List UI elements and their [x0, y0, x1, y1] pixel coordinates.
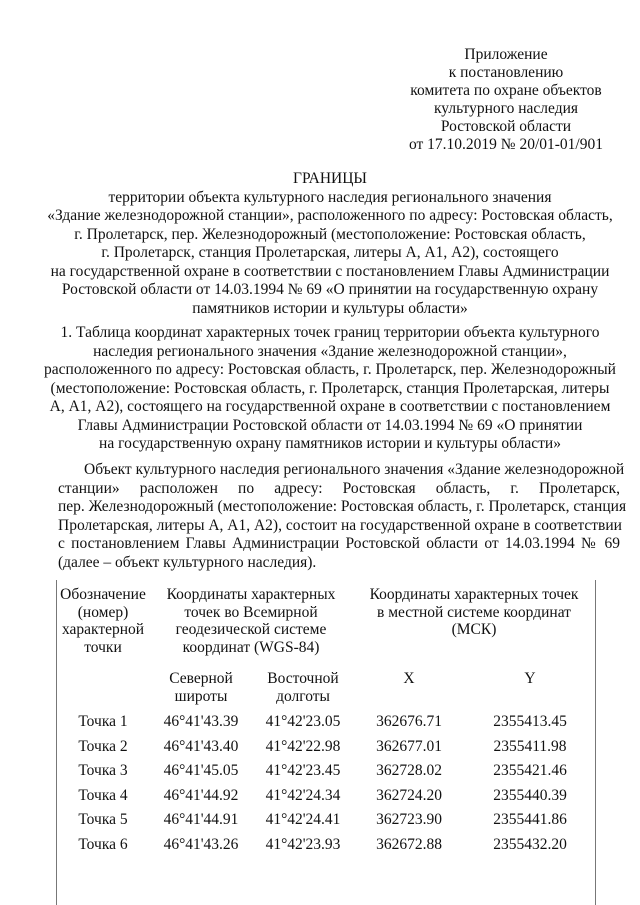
coordinates-table — [57, 580, 595, 857]
paragraph-line: с постановлением Главы Администрации Ростовской области от 14.03.1994 № 69 — [58, 535, 620, 553]
document-heading — [40, 170, 620, 318]
y-cell: 2355432.20 — [493, 835, 567, 853]
appendix-line: комитета по охране объектов — [410, 82, 602, 99]
section-line: (местоположение: Ростовская область, г. Пролетарск, станция Пролетарская, литеры — [50, 379, 610, 397]
section-line: 1. Таблица координат характерных точек границ территории объекта культурного — [60, 324, 600, 341]
section-line: на государственную охрану памятников истории и культуры области» — [99, 435, 561, 452]
header-text: точек во Всемирной — [184, 603, 318, 621]
table-row — [57, 784, 595, 809]
table-row — [57, 735, 595, 760]
latitude-cell: 46°41'44.91 — [163, 811, 239, 828]
paragraph-line: станции» расположен по адресу: Ростовская область, г. Пролетарск, — [58, 479, 620, 497]
subheader-y: Y — [524, 670, 536, 687]
y-cell: 2355440.39 — [493, 786, 567, 804]
paragraph-line: (далее – объект культурного наследия). — [58, 553, 317, 571]
latitude-cell: 46°41'43.40 — [163, 737, 239, 755]
header-text: Обозначение — [60, 586, 146, 603]
latitude-cell: 46°41'44.92 — [163, 786, 239, 804]
latitude-cell: 46°41'43.39 — [163, 713, 239, 730]
appendix-line: от 17.10.2019 № 20/01-01/901 — [408, 136, 603, 153]
header-text: геодезической системе — [175, 621, 327, 638]
appendix-line: Приложение — [464, 46, 548, 63]
header-text: Координаты характерных — [166, 586, 336, 603]
y-cell: 2355421.46 — [493, 762, 567, 779]
appendix-block — [380, 46, 632, 154]
section-line: расположенного по адресу: Ростовская область, г. Пролетарск, пер. Железнодорожный — [44, 361, 616, 378]
point-cell: Точка 6 — [78, 835, 128, 853]
header-text: характерной — [61, 621, 145, 638]
y-cell: 2355411.98 — [493, 737, 567, 755]
description-paragraph — [58, 461, 627, 573]
appendix-line: к постановлению — [448, 64, 564, 81]
header-text: (номер) — [77, 603, 129, 621]
header-designation — [57, 580, 149, 670]
paragraph-line: Пролетарская, литеры А, А1, А2), состоит на государственной охране в соответствии — [58, 516, 622, 534]
longitude-cell: 41°42'23.05 — [265, 713, 341, 730]
heading-line: г. Пролетарск, пер. Железнодорожный (местоположение: Ростовская область, — [74, 225, 586, 243]
coordinates-table-frame — [56, 580, 596, 905]
longitude-cell: 41°42'22.98 — [265, 737, 341, 755]
heading-line: территории объекта культурного наследия регионального значения — [108, 188, 552, 206]
subheader-text: Восточной — [267, 670, 339, 687]
appendix-line: Ростовской области — [440, 118, 572, 135]
latitude-cell: 46°41'43.26 — [163, 835, 239, 853]
subheader-text: Северной — [169, 670, 233, 687]
table-row — [57, 710, 595, 735]
table-body — [57, 710, 595, 857]
point-cell: Точка 5 — [78, 811, 128, 828]
subheader-text: широты — [174, 687, 228, 705]
section-line: наследия регионального значения «Здание железнодорожной станции», — [93, 342, 567, 360]
heading-title: ГРАНИЦЫ — [293, 170, 367, 187]
x-cell: 362728.02 — [376, 762, 442, 779]
subheader-text: долготы — [276, 687, 330, 705]
point-cell: Точка 2 — [78, 737, 128, 755]
y-cell: 2355441.86 — [493, 811, 567, 828]
point-cell: Точка 1 — [78, 713, 128, 730]
header-text: точки — [84, 638, 122, 656]
x-cell: 362723.90 — [376, 811, 442, 828]
section-line: А, А1, А2), состоящего на государственной охране в соответствии с постановлением — [49, 398, 611, 415]
y-cell: 2355413.45 — [493, 713, 567, 730]
point-cell: Точка 3 — [78, 762, 128, 779]
section-line: Главы Администрации Ростовской области от 14.03.1994 № 69 «О принятии — [77, 416, 583, 434]
appendix-line: культурного наследия — [433, 100, 579, 117]
table-row — [57, 759, 595, 784]
heading-line: г. Пролетарск, станция Пролетарская, литеры А, А1, А2), состоящего — [101, 244, 559, 261]
heading-line: на государственной охране в соответствии с постановлением Главы Администрации — [50, 262, 610, 280]
table-row — [57, 808, 595, 833]
heading-line: «Здание железнодорожной станции», расположенного по адресу: Ростовская область, — [47, 207, 613, 224]
heading-line: памятников истории и культуры области» — [192, 299, 468, 317]
section-1-title — [40, 324, 620, 454]
longitude-cell: 41°42'24.34 — [265, 786, 341, 804]
x-cell: 362677.01 — [376, 737, 442, 755]
header-wgs84 — [149, 580, 353, 670]
paragraph-line: пер. Железнодорожный (местоположение: Ростовская область, г. Пролетарск, станция — [58, 498, 627, 516]
subheader-x: X — [403, 670, 415, 687]
header-text: (МСК) — [451, 621, 497, 638]
header-text: координат (WGS-84) — [182, 638, 320, 656]
table-row — [57, 833, 595, 858]
table-header-row — [57, 580, 595, 670]
longitude-cell: 41°42'23.45 — [265, 762, 341, 779]
heading-line: Ростовской области от 14.03.1994 № 69 «О принятии на государственную охрану — [61, 281, 599, 298]
latitude-cell: 46°41'45.05 — [163, 762, 239, 779]
longitude-cell: 41°42'23.93 — [265, 835, 341, 853]
paragraph-line: Объект культурного наследия регионального значения «Здание железнодорожной — [84, 461, 625, 478]
x-cell: 362724.20 — [376, 786, 442, 804]
table-subheader-row — [57, 670, 595, 710]
header-text: Координаты характерных точек — [369, 586, 579, 603]
header-msk — [353, 580, 595, 670]
longitude-cell: 41°42'24.41 — [265, 811, 341, 828]
x-cell: 362672.88 — [376, 835, 442, 853]
subheader-north-latitude — [149, 670, 253, 710]
header-text: в местной системе координат — [377, 603, 571, 621]
point-cell: Точка 4 — [78, 786, 128, 804]
subheader-east-longitude — [253, 670, 353, 710]
subheader-empty — [57, 670, 149, 710]
x-cell: 362676.71 — [376, 713, 442, 730]
